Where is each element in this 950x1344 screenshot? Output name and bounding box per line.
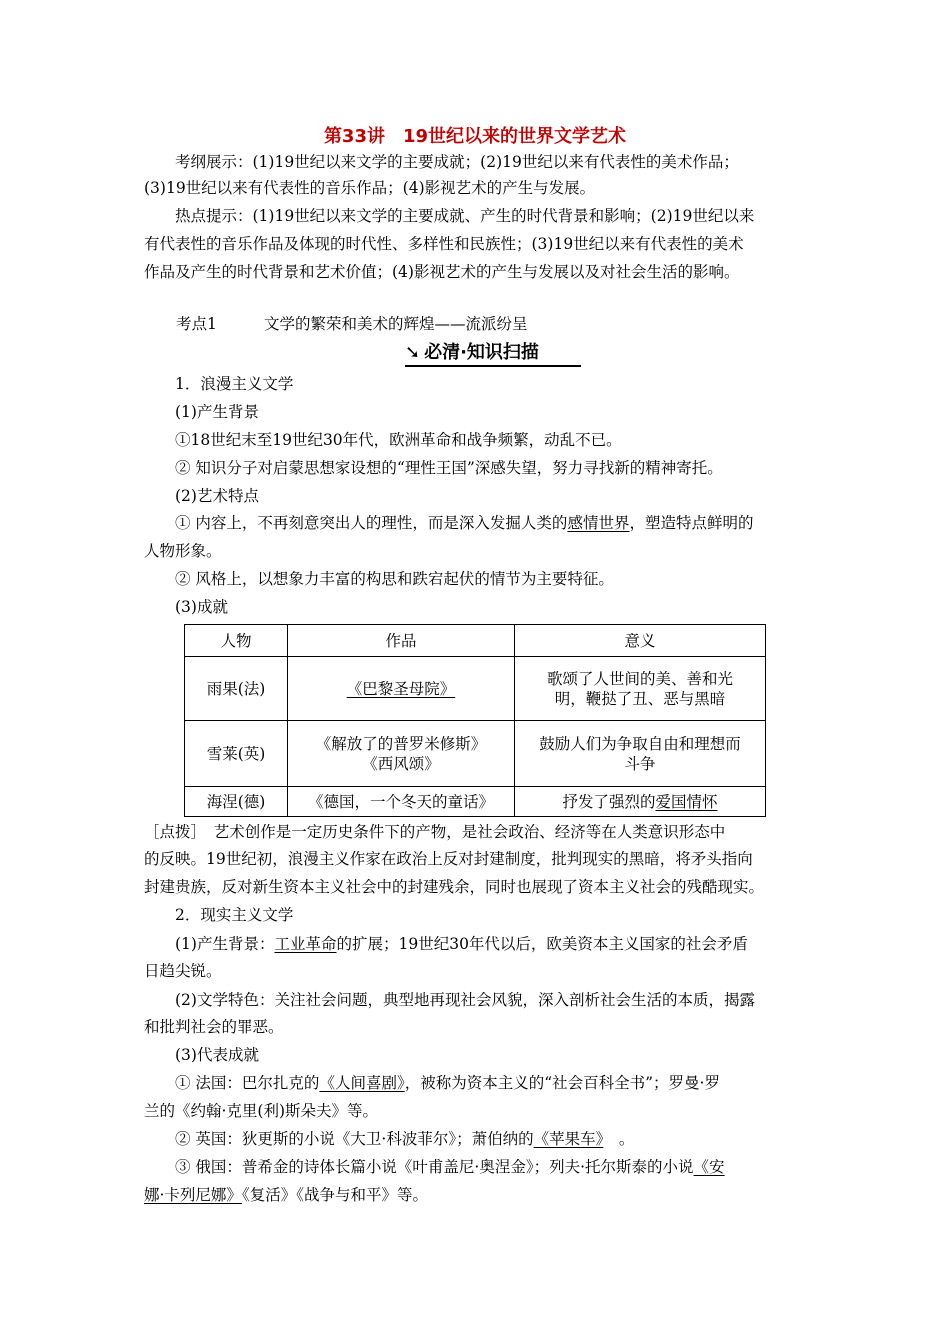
meaning-line: 歌颂了人世间的美、善和光	[546, 669, 733, 688]
text-segment: ② 英国：狄更斯的小说《大卫·科波菲尔》；萧伯纳的	[175, 1130, 534, 1148]
underlined-term: 《人间喜剧》	[319, 1074, 405, 1092]
text-segment: (1)产生背景：	[175, 935, 275, 953]
work-title: 《巴黎圣母院》	[346, 679, 456, 698]
table-row	[185, 721, 766, 787]
underlined-term: 《安	[693, 1158, 725, 1176]
part1-bg-1: ①18世纪末至19世纪30年代，欧洲革命和战争频繁，动乱不已。	[175, 431, 622, 449]
part2-france	[144, 1073, 812, 1093]
header-meaning: 意义	[515, 625, 766, 657]
part2-bg-cont: 日趋尖锐。	[144, 962, 222, 980]
work-cell: 《德国，一个冬天的童话》	[288, 787, 515, 817]
underlined-term: 爱国情怀	[655, 792, 718, 811]
hot-line-2: 有代表性的音乐作品及体现的时代性、多样性和民族性；(3)19世纪以来有代表性的美术	[144, 235, 744, 253]
hot-line-1: 热点提示：(1)19世纪以来文学的主要成就、产生的时代背景和影响；(2)19世纪以来	[175, 207, 755, 225]
part1-bg-heading: (1)产生背景	[175, 403, 259, 421]
text-segment: ，塑造特点鲜明的	[629, 514, 754, 532]
part2-rep-heading: (3)代表成就	[175, 1046, 259, 1064]
underlined-term: 感情世界	[567, 514, 630, 532]
text-segment: ③ 俄国：普希金的诗体长篇小说《叶甫盖尼·奥涅金》；列夫·托尔斯泰的小说	[175, 1158, 694, 1176]
work-title: 《解放了的普罗米修斯》	[315, 734, 487, 753]
meaning-line: 明，鞭挞了丑、恶与黑暗	[554, 689, 726, 708]
table-header-row	[185, 625, 766, 657]
banner-text: 必清·知识扫描	[424, 342, 539, 363]
part2-feat-2: 和批判社会的罪恶。	[144, 1018, 284, 1036]
header-work: 作品	[288, 625, 515, 657]
section-heading	[144, 314, 812, 334]
tip-line-1: ［点拨］ 艺术创作是一定历史条件下的产物，是社会政治、经济等在人类意识形态中	[144, 823, 726, 841]
part2-england	[144, 1129, 812, 1149]
part1-heading: 1．浪漫主义文学	[175, 375, 294, 393]
work-cell	[288, 721, 515, 787]
part1-feat-2: ② 风格上，以想象力丰富的构思和跌宕起伏的情节为主要特征。	[175, 570, 614, 588]
part2-heading: 2．现实主义文学	[175, 906, 294, 924]
table-row	[185, 787, 766, 817]
meaning-cell	[515, 657, 766, 721]
work-cell	[288, 657, 515, 721]
underlined-term: 娜·卡列尼娜》	[144, 1186, 242, 1204]
meaning-cell	[515, 787, 766, 817]
part1-feat-heading: (2)艺术特点	[175, 487, 259, 505]
meaning-line: 斗争	[624, 754, 656, 773]
work-title: 《西风颂》	[362, 754, 440, 773]
person-cell: 雪莱(英)	[185, 721, 288, 787]
hot-line-3: 作品及产生的时代背景和艺术价值；(4)影视艺术的产生与发展以及对社会生活的影响。	[144, 263, 740, 281]
meaning-line: 抒发了强烈的	[562, 792, 656, 811]
header-person: 人物	[185, 625, 288, 657]
outline-line-2: (3)19世纪以来有代表性的音乐作品；(4)影视艺术的产生与发展。	[144, 179, 596, 197]
underlined-term: 工业革命	[274, 935, 337, 953]
part1-feat-1	[144, 513, 812, 533]
meaning-line: 鼓励人们为争取自由和理想而	[539, 734, 741, 753]
text-segment: ① 法国：巴尔扎克的	[175, 1074, 320, 1092]
part1-feat-1-cont: 人物形象。	[144, 542, 222, 560]
person-cell: 海涅(德)	[185, 787, 288, 817]
text-segment: ，被称为资本主义的“社会百科全书”；罗曼·罗	[404, 1074, 720, 1092]
achievement-table	[184, 624, 766, 817]
outline-line-1: 考纲展示：(1)19世纪以来文学的主要成就；(2)19世纪以来有代表性的美术作品；	[175, 153, 739, 171]
underlined-term: 《苹果车》	[533, 1130, 604, 1148]
part2-bg	[144, 934, 812, 954]
meaning-cell	[515, 721, 766, 787]
text-segment: 《复活》《战争与和平》等。	[241, 1186, 428, 1204]
text-segment: 的扩展；19世纪30年代以后，欧美资本主义国家的社会矛盾	[336, 935, 748, 953]
table-row	[185, 657, 766, 721]
section-name: 文学的繁荣和美术的辉煌——流派纷呈	[264, 315, 528, 333]
part1-ach-heading: (3)成就	[175, 598, 228, 616]
part1-bg-2: ② 知识分子对启蒙思想家设想的“理性王国”深感失望，努力寻找新的精神寄托。	[175, 459, 723, 477]
part2-feat-1: (2)文学特色：关注社会问题，典型地再现社会风貌，深入剖析社会生活的本质，揭露	[175, 991, 755, 1009]
section-label: 考点1	[176, 315, 217, 333]
page-title: 第33讲 19世纪以来的世界文学艺术	[323, 126, 627, 147]
part2-russia-cont	[144, 1185, 812, 1205]
tip-line-3: 封建贵族，反对新生资本主义社会中的封建残余，同时也展现了资本主义社会的残酷现实。	[144, 878, 765, 896]
part2-france-cont: 兰的《约翰·克里(利)斯朵夫》等。	[144, 1102, 379, 1120]
text-segment: ① 内容上，不再刻意突出人的理性，而是深入发掘人类的	[175, 514, 568, 532]
part2-russia	[144, 1157, 812, 1177]
arrow-icon: ➘	[405, 342, 421, 363]
text-segment: 。	[603, 1130, 635, 1148]
person-cell: 雨果(法)	[185, 657, 288, 721]
tip-line-2: 的反映。19世纪初，浪漫主义作家在政治上反对封建制度，批判现实的黑暗，将矛头指向	[144, 850, 753, 868]
knowledge-banner	[405, 341, 581, 367]
